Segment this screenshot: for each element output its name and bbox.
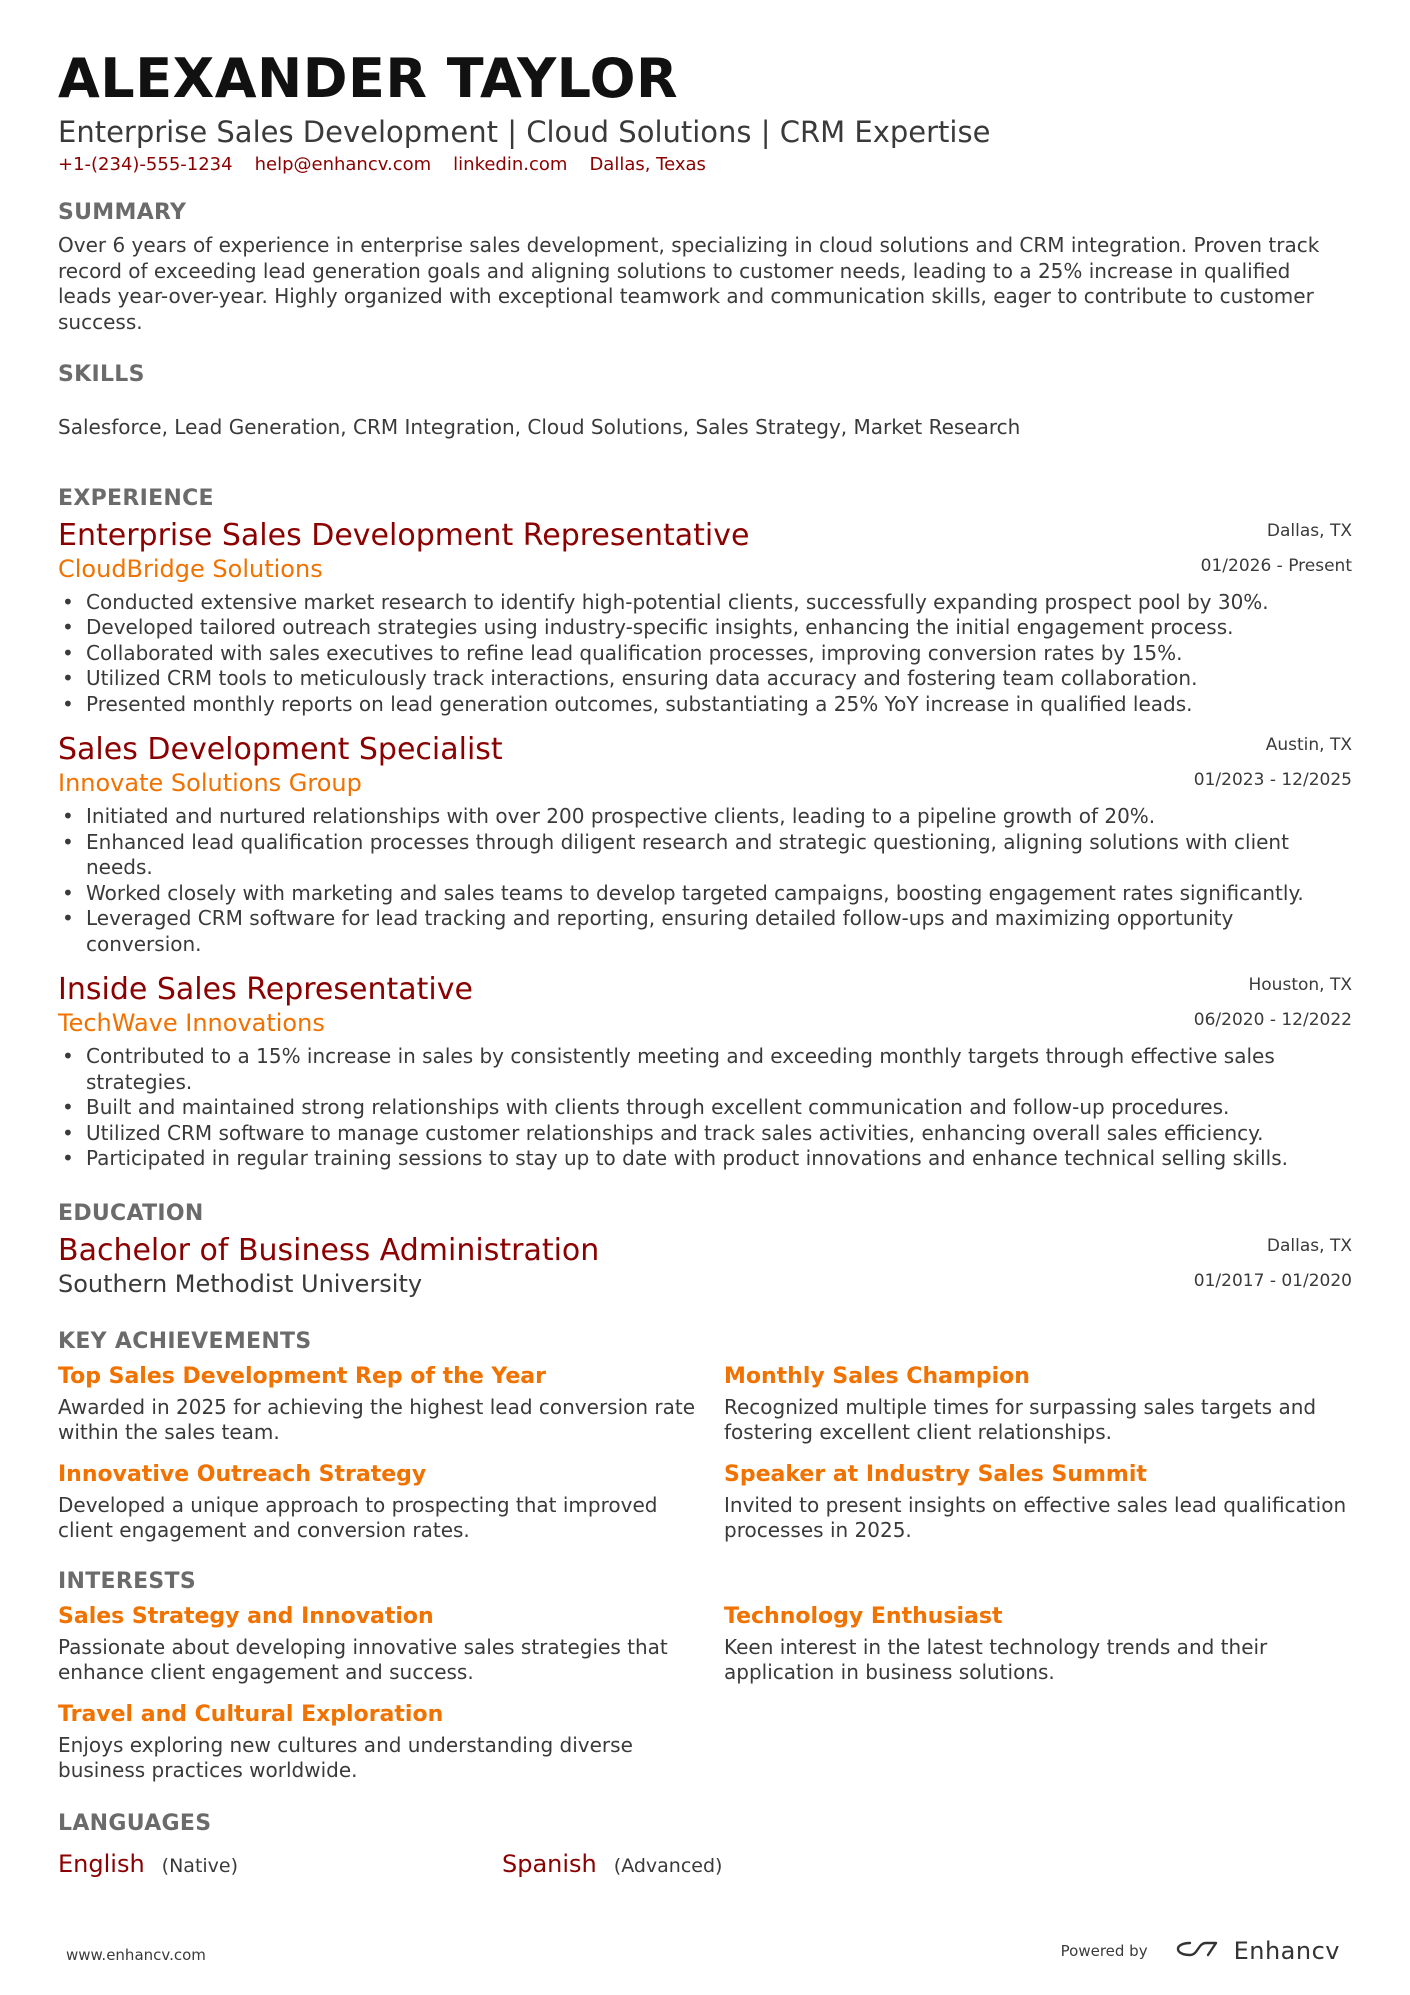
job-bullet: • Utilized CRM software to manage customer relationships and track sales activities, enhancing overall sales efficiency.: [58, 1121, 1352, 1147]
interest-title: Sales Strategy and Innovation: [58, 1603, 434, 1629]
achievement-title: Monthly Sales Champion: [724, 1363, 1030, 1389]
job-bullet: • Built and maintained strong relationships with clients through excellent communication and follow-up procedures.: [58, 1095, 1352, 1121]
section-title-summary: SUMMARY: [58, 200, 187, 225]
education-degree: Bachelor of Business Administration: [58, 1232, 600, 1268]
job-bullet: • Utilized CRM tools to meticulously track interactions, ensuring data accuracy and fostering team collaboration.: [58, 666, 1352, 692]
job-company: CloudBridge Solutions: [58, 554, 323, 583]
education-location: Dallas, TX: [1266, 1235, 1352, 1256]
footer-branding: [1061, 1937, 1340, 1965]
job-company: Innovate Solutions Group: [58, 769, 362, 797]
job-entry: [58, 973, 1352, 1172]
skills-text: Salesforce, Lead Generation, CRM Integration, Cloud Solutions, Sales Strategy, Market Research: [58, 415, 1021, 439]
job-bullet: • Contributed to a 15% increase in sales by consistently meeting and exceeding monthly targets through effective sales strategies.: [58, 1044, 1352, 1095]
job-bullets: [58, 1044, 1352, 1172]
education-meta: [1194, 1234, 1352, 1293]
languages-section: [58, 1810, 1352, 1878]
interest-desc: Passionate about developing innovative sales strategies that enhance client engagement and success.: [58, 1634, 668, 1684]
job-meta: [1201, 519, 1352, 578]
languages-row: [58, 1850, 1352, 1878]
contact-phone[interactable]: +1-(234)-555-1234: [58, 154, 233, 175]
skills-section: [58, 361, 1352, 441]
interest-desc: Enjoys exploring new cultures and understanding diverse business practices worldwide.: [58, 1732, 633, 1782]
job-entry: [58, 733, 1352, 957]
interests-section: [58, 1568, 1352, 1784]
interest-title: Travel and Cultural Exploration: [58, 1701, 444, 1727]
achievement-item: [724, 1362, 1360, 1446]
candidate-headline: Enterprise Sales Development | Cloud Solutions | CRM Expertise: [58, 115, 991, 149]
job-dates: 01/2026 - Present: [1200, 555, 1352, 576]
candidate-name: ALEXANDER TAYLOR: [58, 47, 679, 110]
job-location: Austin, TX: [1265, 735, 1352, 755]
section-title-education: EDUCATION: [58, 1200, 204, 1226]
job-meta: [1194, 733, 1352, 792]
job-location: Houston, TX: [1248, 975, 1352, 995]
job-meta: [1194, 973, 1352, 1032]
job-entry: [58, 519, 1352, 718]
language-name: Spanish: [502, 1849, 597, 1878]
job-bullet: • Conducted extensive market research to identify high-potential clients, successfully expanding prospect pool by 30%.: [58, 590, 1352, 616]
achievement-title: Innovative Outreach Strategy: [58, 1461, 427, 1487]
achievement-item: [58, 1460, 724, 1544]
job-location: Dallas, TX: [1266, 520, 1352, 541]
language-item: [58, 1850, 502, 1878]
interest-title: Technology Enthusiast: [724, 1603, 1003, 1629]
language-item: [502, 1850, 946, 1878]
language-level: (Advanced): [613, 1854, 723, 1877]
achievement-item: [724, 1460, 1360, 1544]
summary-section: [58, 199, 1352, 335]
education-entry: [58, 1234, 1352, 1300]
section-title-achievements: KEY ACHIEVEMENTS: [58, 1328, 312, 1354]
contact-linkedin[interactable]: linkedin.com: [453, 154, 568, 175]
job-bullet: • Initiated and nurtured relationships with over 200 prospective clients, leading to a pipeline growth of 20%.: [58, 804, 1352, 830]
achievement-title: Speaker at Industry Sales Summit: [724, 1461, 1147, 1487]
education-section: [58, 1200, 1352, 1300]
job-bullet: • Participated in regular training sessions to stay up to date with product innovations and enhance technical selling skills.: [58, 1146, 1352, 1172]
achievement-desc: Recognized multiple times for surpassing sales targets and fostering excellent client relationships.: [724, 1394, 1317, 1444]
enhancv-logo-icon: [1174, 1937, 1220, 1965]
job-company: TechWave Innovations: [58, 1009, 325, 1037]
job-bullet: • Worked closely with marketing and sales teams to develop targeted campaigns, boosting engagement rates significantly.: [58, 881, 1352, 907]
achievements-grid: [58, 1362, 1352, 1544]
job-title: Sales Development Specialist: [58, 732, 503, 767]
job-bullets: [58, 590, 1352, 718]
job-bullets: [58, 804, 1352, 957]
experience-section: [58, 485, 1352, 1172]
job-title: Inside Sales Representative: [58, 972, 473, 1007]
section-title-interests: INTERESTS: [58, 1568, 196, 1594]
enhancv-brand-name: Enhancv: [1233, 1937, 1340, 1965]
job-dates: 06/2020 - 12/2022: [1193, 1010, 1352, 1030]
language-level: (Native): [161, 1854, 239, 1877]
interest-desc: Keen interest in the latest technology trends and their application in business solutions.: [724, 1634, 1268, 1684]
job-bullet: • Enhanced lead qualification processes through diligent research and strategic questioning, aligning solutions with client needs.: [58, 830, 1352, 881]
interests-grid: [58, 1602, 1352, 1784]
job-bullet: • Presented monthly reports on lead generation outcomes, substantiating a 25% YoY increase in qualified leads.: [58, 692, 1352, 718]
footer-website[interactable]: www.enhancv.com: [66, 1946, 206, 1964]
section-title-skills: SKILLS: [58, 362, 145, 387]
powered-by-label: Powered by: [1060, 1942, 1148, 1960]
contact-info: [58, 153, 1352, 177]
job-title: Enterprise Sales Development Representative: [58, 517, 750, 553]
achievement-desc: Invited to present insights on effective sales lead qualification processes in 2025.: [724, 1492, 1347, 1542]
education-dates: 01/2017 - 01/2020: [1193, 1270, 1352, 1291]
contact-email[interactable]: help@enhancv.com: [254, 154, 432, 175]
achievement-item: [58, 1362, 724, 1446]
job-bullet: • Developed tailored outreach strategies using industry-specific insights, enhancing the initial engagement process.: [58, 615, 1352, 641]
achievement-desc: Developed a unique approach to prospecting that improved client engagement and conversion rates.: [58, 1492, 658, 1542]
education-school: Southern Methodist University: [58, 1269, 423, 1298]
interest-item: [724, 1602, 1360, 1686]
job-bullet: • Leveraged CRM software for lead tracking and reporting, ensuring detailed follow-ups and maximizing opportunity conversion.: [58, 906, 1352, 957]
section-title-languages: LANGUAGES: [58, 1810, 212, 1836]
achievements-section: [58, 1328, 1352, 1544]
interest-item: [58, 1602, 724, 1686]
job-dates: 01/2023 - 12/2025: [1193, 770, 1352, 790]
interest-item: [58, 1700, 724, 1784]
achievement-title: Top Sales Development Rep of the Year: [58, 1363, 546, 1389]
achievement-desc: Awarded in 2025 for achieving the highest lead conversion rate within the sales team.: [58, 1394, 696, 1444]
resume-header: [58, 46, 1352, 177]
summary-text: Over 6 years of experience in enterprise sales development, specializing in cloud solutions and CRM integration. Proven track record of exceeding lead generation goals and aligning solutions to customer needs, leading to a 25% increase in qualified leads year-over-year. Highly organized with exceptional teamwork and communication skills, eager to contribute to customer success.: [58, 233, 1320, 334]
section-title-experience: EXPERIENCE: [58, 485, 214, 511]
contact-location: Dallas, Texas: [589, 154, 706, 175]
language-name: English: [58, 1849, 145, 1878]
job-bullet: • Collaborated with sales executives to refine lead qualification processes, improving conversion rates by 15%.: [58, 641, 1352, 667]
